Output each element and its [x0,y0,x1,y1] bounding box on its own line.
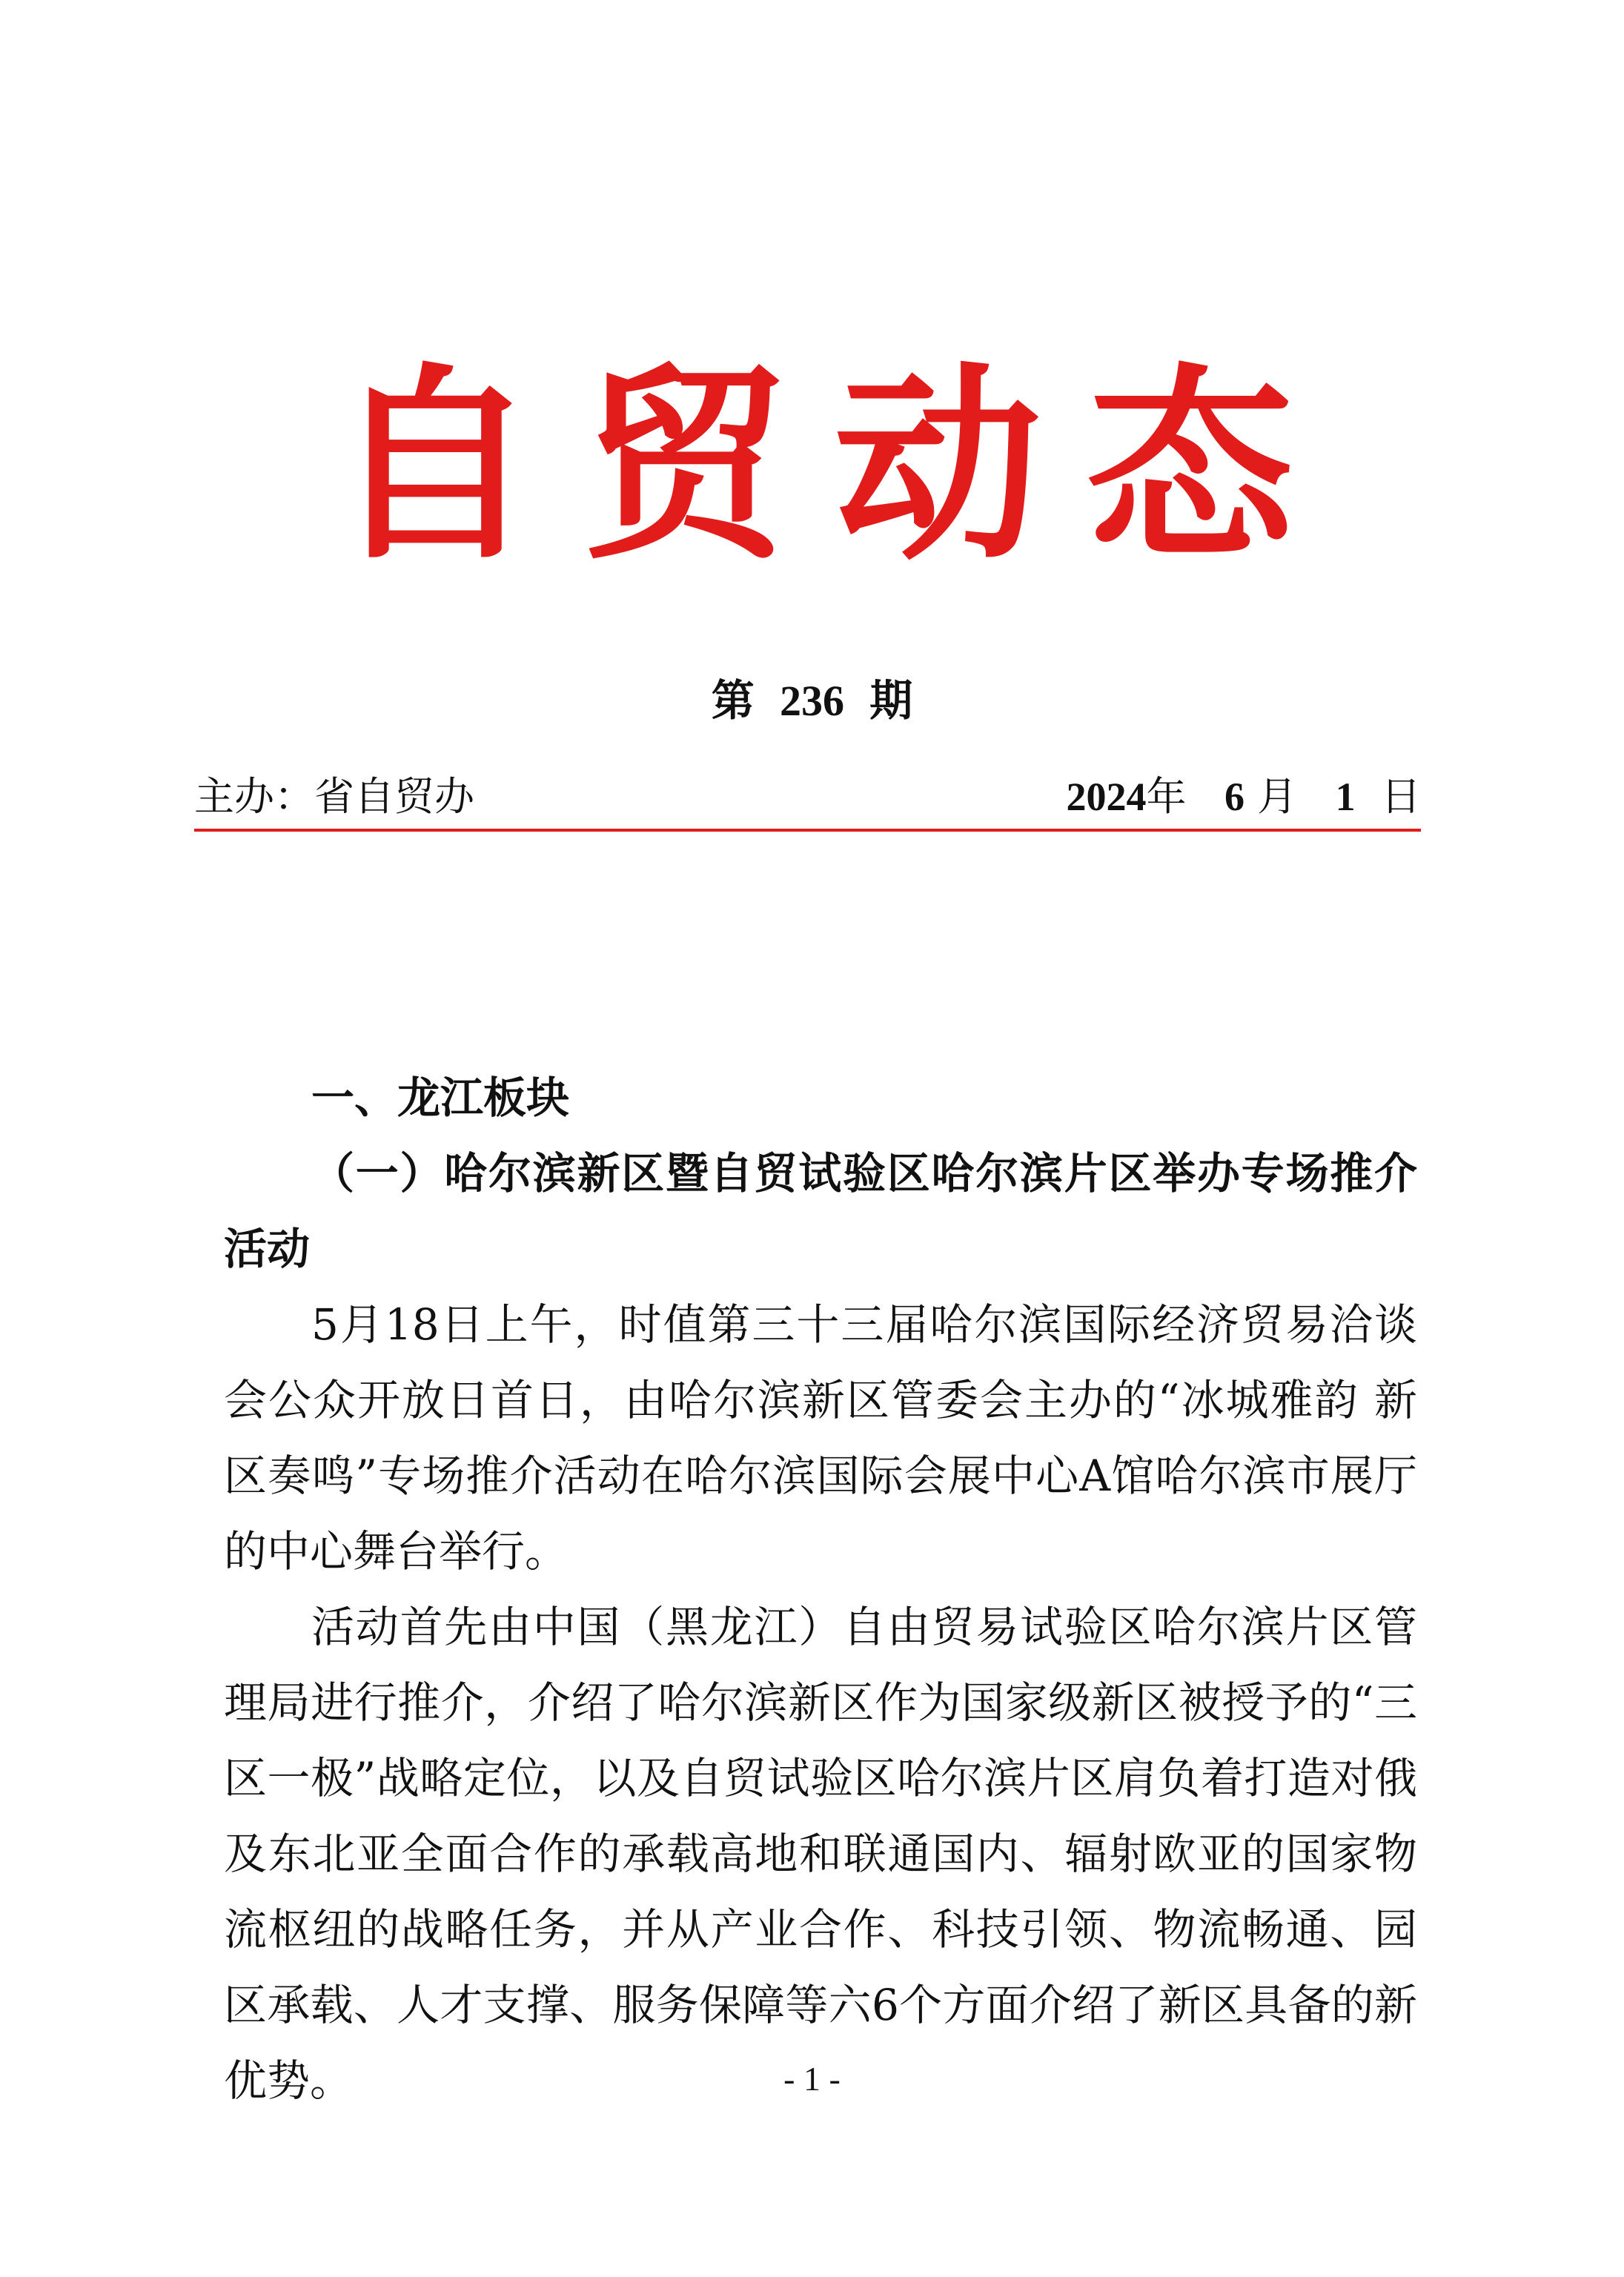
issue-suffix: 期 [869,675,913,726]
info-row [194,771,1421,823]
date-month-unit: 月 [1257,773,1298,820]
paragraph: 活动首先由中国（黑龙江）自由贸易试验区哈尔滨片区管理局进行推介，介绍了哈尔滨新区作为国家级新区被授予的“三区一极”战略定位，以及自贸试验区哈尔滨片区肩负着打造对俄及东北亚全面合作的承载高地和联通国内、辐射欧亚的国家物流枢纽的战略任务，并从产业合作、科技引领、物流畅通、园区承载、人才支撑、服务保障等六6个方面介绍了新区具备的新优势。 [224,1602,1417,2106]
page-number: - 1 - [783,2060,841,2098]
article-body [224,1060,1417,2118]
date-year: 2024 [1066,775,1147,819]
masthead-title: 自贸动态 [330,346,1339,588]
paragraph: 5月18日上午，时值第三十三届哈尔滨国际经济贸易洽谈会公众开放日首日，由哈尔滨新区管委会主办的“冰城雅韵 新区奏鸣”专场推介活动在哈尔滨国际会展中心A馆哈尔滨市展厅的中心舞台举行。 [224,1299,1417,1577]
issue-prefix: 第 [711,675,755,726]
publish-date [1066,771,1421,823]
date-month: 6 [1224,775,1244,819]
date-day: 1 [1335,775,1356,819]
red-divider [194,829,1421,832]
issue-num: 236 [780,677,844,725]
issue-number [0,675,1624,727]
date-day-unit: 日 [1381,773,1421,820]
sub-heading: （一）哈尔滨新区暨自贸试验区哈尔滨片区举办专场推介活动 [224,1148,1417,1274]
date-year-unit: 年 [1146,773,1187,820]
sponsor: 主办：省自贸办 [194,773,474,820]
section-heading: 一、龙江板块 [311,1073,570,1123]
